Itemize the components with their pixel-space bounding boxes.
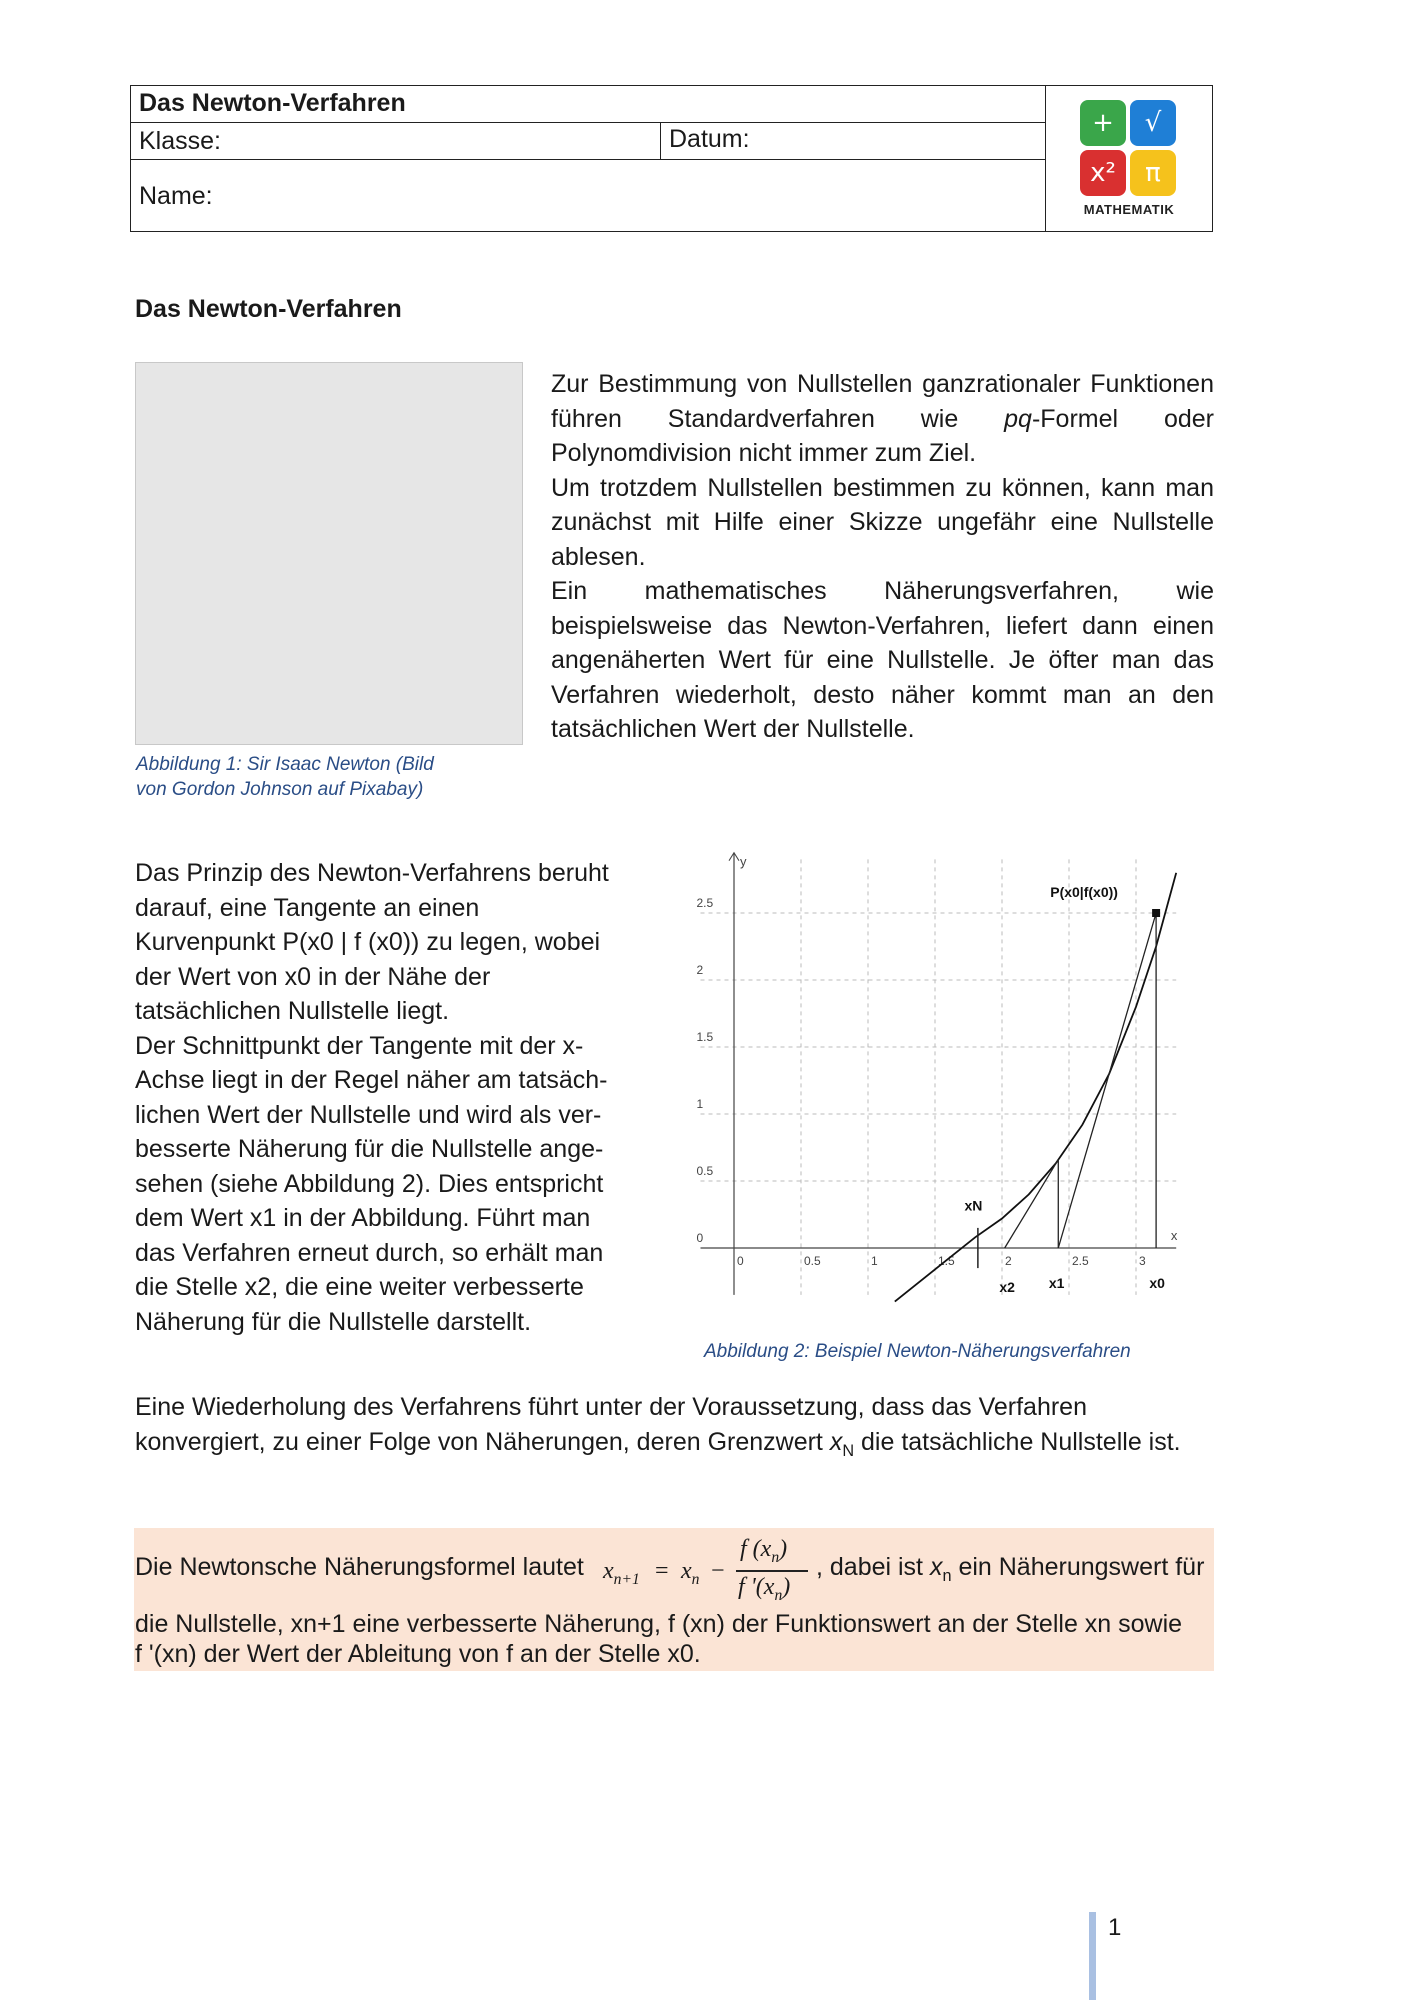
principle-line: darauf, eine Tangente an einen: [135, 893, 480, 922]
principle-text: [135, 856, 655, 1339]
repeat-paragraph: [135, 1390, 1215, 1468]
point-p-marker: [1152, 909, 1160, 917]
tangent-line: [1005, 1160, 1059, 1248]
plus-icon: +: [1080, 100, 1126, 146]
label-x1: x1: [1048, 1275, 1065, 1292]
repeat-xn: x: [829, 1427, 843, 1456]
y-tick-label: 1: [696, 1097, 704, 1111]
newton-portrait-image: [135, 362, 523, 745]
label-x0: x0: [1149, 1275, 1165, 1292]
newton-method-chart: [690, 848, 1190, 1308]
tangent-line: [1058, 913, 1156, 1248]
point-p-label: P(x0|f(x0)): [1050, 883, 1118, 900]
repeat-text-b: die tatsächliche Nullstelle ist.: [854, 1427, 1181, 1456]
figure1-caption-line1: Abbildung 1: Sir Isaac Newton (Bild: [136, 754, 434, 775]
mathematik-logo: [1046, 86, 1212, 231]
page-number-bar: [1089, 1912, 1096, 2000]
klasse-field-label: Klasse:: [131, 123, 661, 160]
principle-line: der Wert von x0 in der Nähe der: [135, 962, 491, 991]
intro-p2: Um trotzdem Nullstellen bestimmen zu können, kann man zunächst mit Hilfe einer Skizze ungefähr eine Nullstelle ablesen.: [551, 473, 1214, 571]
intro-p1a: Zur Bestimmung von Nullstellen ganzrationaler Funktionen führen Standardverfahren wie: [551, 370, 1214, 433]
principle-line: besserte Näherung für die Nullstelle ange-: [135, 1135, 604, 1163]
intro-p1b: -Formel oder Polynomdivision nicht immer zum Ziel.: [551, 404, 1214, 467]
principle-line: lichen Wert der Nullstelle und wird als ver-: [135, 1100, 602, 1129]
principle-line: die Stelle x2, die eine weiter verbesserte: [135, 1273, 584, 1301]
formula-line3: f '(xn) der Wert der Ableitung von f an der Stelle x0.: [135, 1640, 701, 1668]
formula-tail-a: , dabei ist: [816, 1553, 930, 1581]
principle-line: das Verfahren erneut durch, so erhält man: [135, 1238, 604, 1267]
principle-line: Kurvenpunkt P(x0 | f (x0)) zu legen, wobei: [135, 928, 601, 956]
name-field-label: Name:: [131, 160, 1046, 231]
intro-pq: pq: [1004, 404, 1032, 433]
principle-line: Der Schnittpunkt der Tangente mit der x-: [135, 1031, 584, 1060]
formula-explanation: [135, 1609, 1215, 1669]
formula-line2: die Nullstelle, xn+1 eine verbesserte Näherung, f (xn) der Funktionswert an der Stelle xn sowie: [135, 1610, 1183, 1638]
y-tick-label: 0: [696, 1231, 704, 1245]
repeat-text-a: Eine Wiederholung des Verfahrens führt unter der Voraussetzung, dass das Verfahren konvergiert, zu einer Folge von Näherungen, deren Grenzwert: [135, 1393, 1087, 1456]
section-title: Das Newton-Verfahren: [135, 295, 402, 323]
x-axis-label: x: [1170, 1228, 1178, 1243]
worksheet-header: [130, 85, 1213, 232]
principle-line: dem Wert x1 in der Abbildung. Führt man: [135, 1204, 591, 1232]
x-tick-label: 0: [737, 1254, 744, 1268]
label-xn: xN: [964, 1197, 983, 1214]
function-curve: [895, 873, 1176, 1302]
y-axis-label: y: [740, 854, 747, 870]
y-tick-label: 0.5: [696, 1164, 714, 1178]
formula-tail-sub: n: [942, 1567, 952, 1585]
formula-tail-x: x: [929, 1553, 943, 1581]
x-tick-label: 3: [1139, 1254, 1146, 1268]
datum-field-label: Datum:: [661, 123, 1046, 160]
x-tick-label: 1.5: [938, 1254, 955, 1268]
formula-tail-b: ein Näherungswert für: [951, 1553, 1205, 1581]
label-x2: x2: [999, 1279, 1015, 1296]
x-tick-label: 2: [1005, 1254, 1012, 1268]
principle-line: Achse liegt in der Regel näher am tatsäch-: [135, 1066, 608, 1094]
principle-line: Näherung für die Nullstelle darstellt.: [135, 1307, 532, 1336]
x-tick-label: 1: [871, 1254, 878, 1268]
x-tick-label: 2.5: [1072, 1254, 1089, 1268]
x-tick-label: 0.5: [804, 1254, 821, 1268]
newton-formula: $x_{n+1}$ = $x_n$ − f $(x_n)$ f '$(x_n)$: [603, 1536, 813, 1608]
root-icon: √: [1130, 100, 1176, 146]
figure1-caption: [136, 752, 536, 802]
figure1-caption-line2: von Gordon Johnson auf Pixabay): [136, 779, 424, 800]
page-number: 1: [1108, 1914, 1122, 1941]
worksheet-title: Das Newton-Verfahren: [131, 86, 1046, 123]
logo-text: MATHEMATIK: [1083, 202, 1175, 217]
formula-tail: [816, 1550, 1204, 1594]
pi-icon: π: [1130, 150, 1176, 196]
y-tick-label: 1.5: [696, 1030, 714, 1044]
principle-line: tatsächlichen Nullstelle liegt.: [135, 997, 450, 1025]
intro-p3: Ein mathematisches Näherungsverfahren, wie beispielsweise das Newton-Verfahren, liefert dann einen angenäherten Wert für eine Nullstelle. Je öfter man das Verfahren wiederholt, desto näher kommt man an den tatsächlichen Wert der Nullstelle.: [551, 577, 1214, 743]
principle-line: Das Prinzip des Newton-Verfahrens beruht: [135, 859, 609, 887]
figure2-caption: Abbildung 2: Beispiel Newton-Näherungsverfahren: [704, 1341, 1131, 1362]
y-tick-label: 2: [696, 963, 704, 977]
square-icon: x²: [1080, 150, 1126, 196]
intro-text: [551, 367, 1214, 747]
principle-line: sehen (siehe Abbildung 2). Dies entspricht: [135, 1169, 604, 1198]
formula-lead: Die Newtonsche Näherungsformel lautet: [135, 1553, 584, 1581]
y-tick-label: 2.5: [696, 896, 714, 910]
repeat-xn-sub: N: [842, 1441, 855, 1460]
